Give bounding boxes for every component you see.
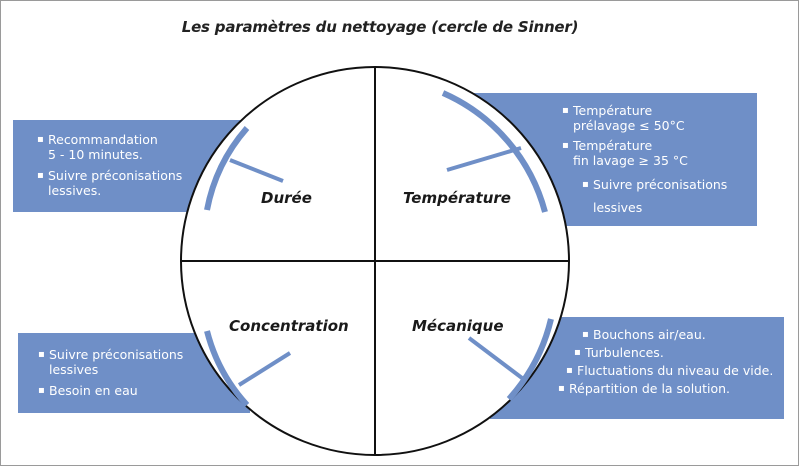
concentration-label: Concentration — [229, 317, 349, 335]
duree-item: ▪ Suivre préconisations lessives. — [37, 168, 245, 198]
temperature-item: ▪ Température fin lavage ≥ 35 °C — [562, 138, 757, 168]
mecanique-item: ▪ Fluctuations du niveau de vide. — [566, 363, 784, 378]
temperature-label: Température — [403, 189, 511, 207]
mecanique-item: ▪ Turbulences. — [574, 345, 784, 360]
concentration-item: ▪ Suivre préconisations lessives — [38, 347, 250, 377]
duree-item: ▪ Recommandation 5 - 10 minutes. — [37, 132, 245, 162]
temperature-item: ▪ Température prélavage ≤ 50°C — [562, 103, 757, 133]
mecanique-item: ▪ Répartition de la solution. — [558, 381, 784, 396]
mecanique-item: ▪ Bouchons air/eau. — [582, 327, 784, 342]
temperature-item: ▪ Suivre préconisations lessives — [582, 173, 757, 219]
duree-label: Durée — [261, 189, 312, 207]
diagram-title: Les paramètres du nettoyage (cercle de Sinner) — [181, 18, 579, 36]
mecanique-label: Mécanique — [412, 317, 504, 335]
concentration-item: ▪ Besoin en eau — [38, 383, 250, 398]
